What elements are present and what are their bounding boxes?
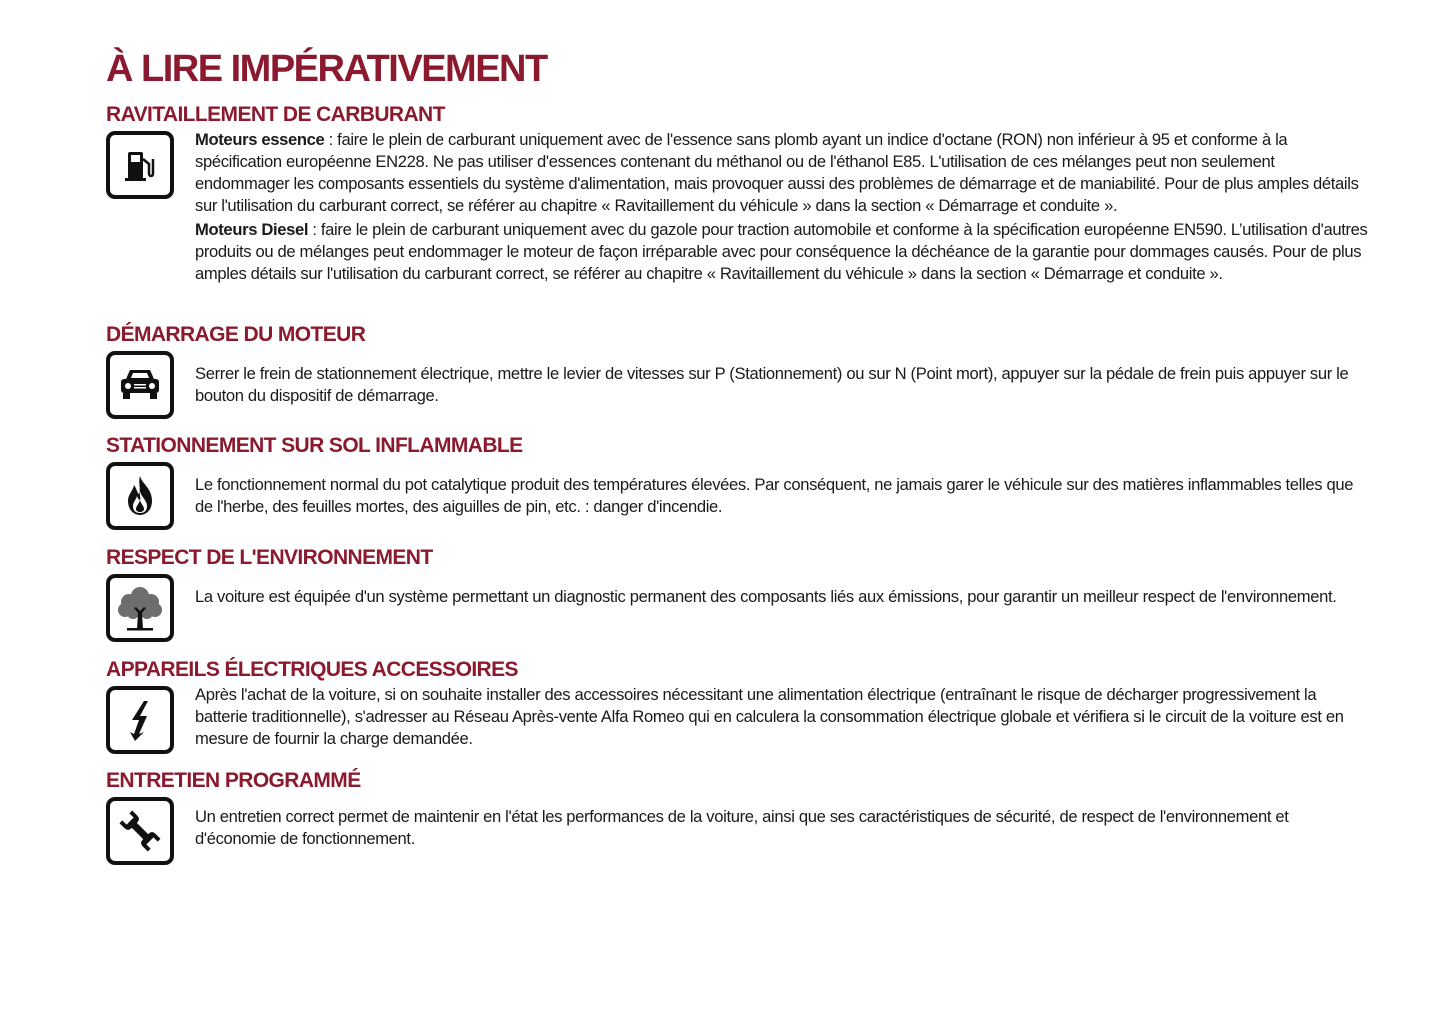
section-body: Un entretien correct permet de maintenir en l'état les performances de la voiture, ainsi que ses caractéristiques de sécurité, de respect de l'environnement et d'économie de fonctionnement. [195, 807, 1289, 848]
section-ravitaillement [106, 102, 1368, 283]
lightning-bolt-icon [106, 686, 174, 754]
flame-icon [106, 462, 174, 530]
section-heading: RAVITAILLEMENT DE CARBURANT [106, 103, 445, 126]
section-heading: DÉMARRAGE DU MOTEUR [106, 323, 366, 346]
section-body: Après l'achat de la voiture, si on souhaite installer des accessoires nécessitant une alimentation électrique (entraînant le risque de décharger progressivement la batterie traditionnelle), s'adresser au Réseau Après-vente Alfa Romeo qui en calculera la consommation électrique globale et vérifiera si le circuit de la voiture est en mesure de fournir la charge demandée. [195, 685, 1344, 748]
wrench-icon [106, 797, 174, 865]
section-body: La voiture est équipée d'un système permettant un diagnostic permanent des composants liés aux émissions, pour garantir un meilleur respect de l'environnement. [195, 587, 1337, 606]
tree-icon [106, 574, 174, 642]
lead-essence: Moteurs essence [195, 130, 325, 149]
section-heading: RESPECT DE L'ENVIRONNEMENT [106, 546, 433, 569]
section-body [195, 129, 1368, 285]
section-appareils [106, 657, 1368, 748]
section-heading: APPAREILS ÉLECTRIQUES ACCESSOIRES [106, 658, 518, 681]
section-body: Le fonctionnement normal du pot catalytique produit des températures élevées. Par conséquent, ne jamais garer le véhicule sur des matières inflammables telles que de l'herbe, des feuilles mortes, des aiguilles de pin, etc. : danger d'incendie. [195, 475, 1354, 516]
page-title: À LIRE IMPÉRATIVEMENT [106, 48, 547, 90]
body-essence: : faire le plein de carburant uniquement avec de l'essence sans plomb ayant un indice d'octane (RON) non inférieur à 95 et conforme à la spécification européenne EN228. Ne pas utiliser d'essences contenant du méthanol ou de l'éthanol E85. L'utilisation de ces mélanges peut non seulement endommager les composants essentiels du système d'alimentation, mais provoquer aussi des problèmes de démarrage et de maniabilité. Pour de plus amples détails sur l'utilisation du carburant correct, se référer au chapitre « Ravitaillement du véhicule » dans la section « Démarrage et conduite ». [195, 130, 1359, 215]
car-front-icon [106, 351, 174, 419]
lead-diesel: Moteurs Diesel [195, 220, 309, 239]
section-heading: ENTRETIEN PROGRAMMÉ [106, 769, 361, 792]
section-stationnement [106, 433, 1368, 516]
fuel-pump-icon [106, 131, 174, 199]
section-demarrage [106, 322, 1368, 405]
body-diesel: : faire le plein de carburant uniquement avec du gazole pour traction automobile et conforme à la spécification européenne EN590. L’utilisation d'autres produits ou de mélanges peut endommager le moteur de façon irréparable avec pour conséquence la déchéance de la garantie pour dommages causés. Pour de plus amples détails sur l'utilisation du carburant correct, se référer au chapitre « Ravitaillement du véhicule » dans la section « Démarrage et conduite ». [195, 220, 1368, 283]
section-environnement [106, 545, 1368, 606]
section-body: Serrer le frein de stationnement électrique, mettre le levier de vitesses sur P (Stationnement) ou sur N (Point mort), appuyer sur la pédale de frein puis appuyer sur le bouton du dispositif de démarrage. [195, 364, 1349, 405]
section-heading: STATIONNEMENT SUR SOL INFLAMMABLE [106, 434, 523, 457]
section-entretien [106, 768, 1368, 848]
